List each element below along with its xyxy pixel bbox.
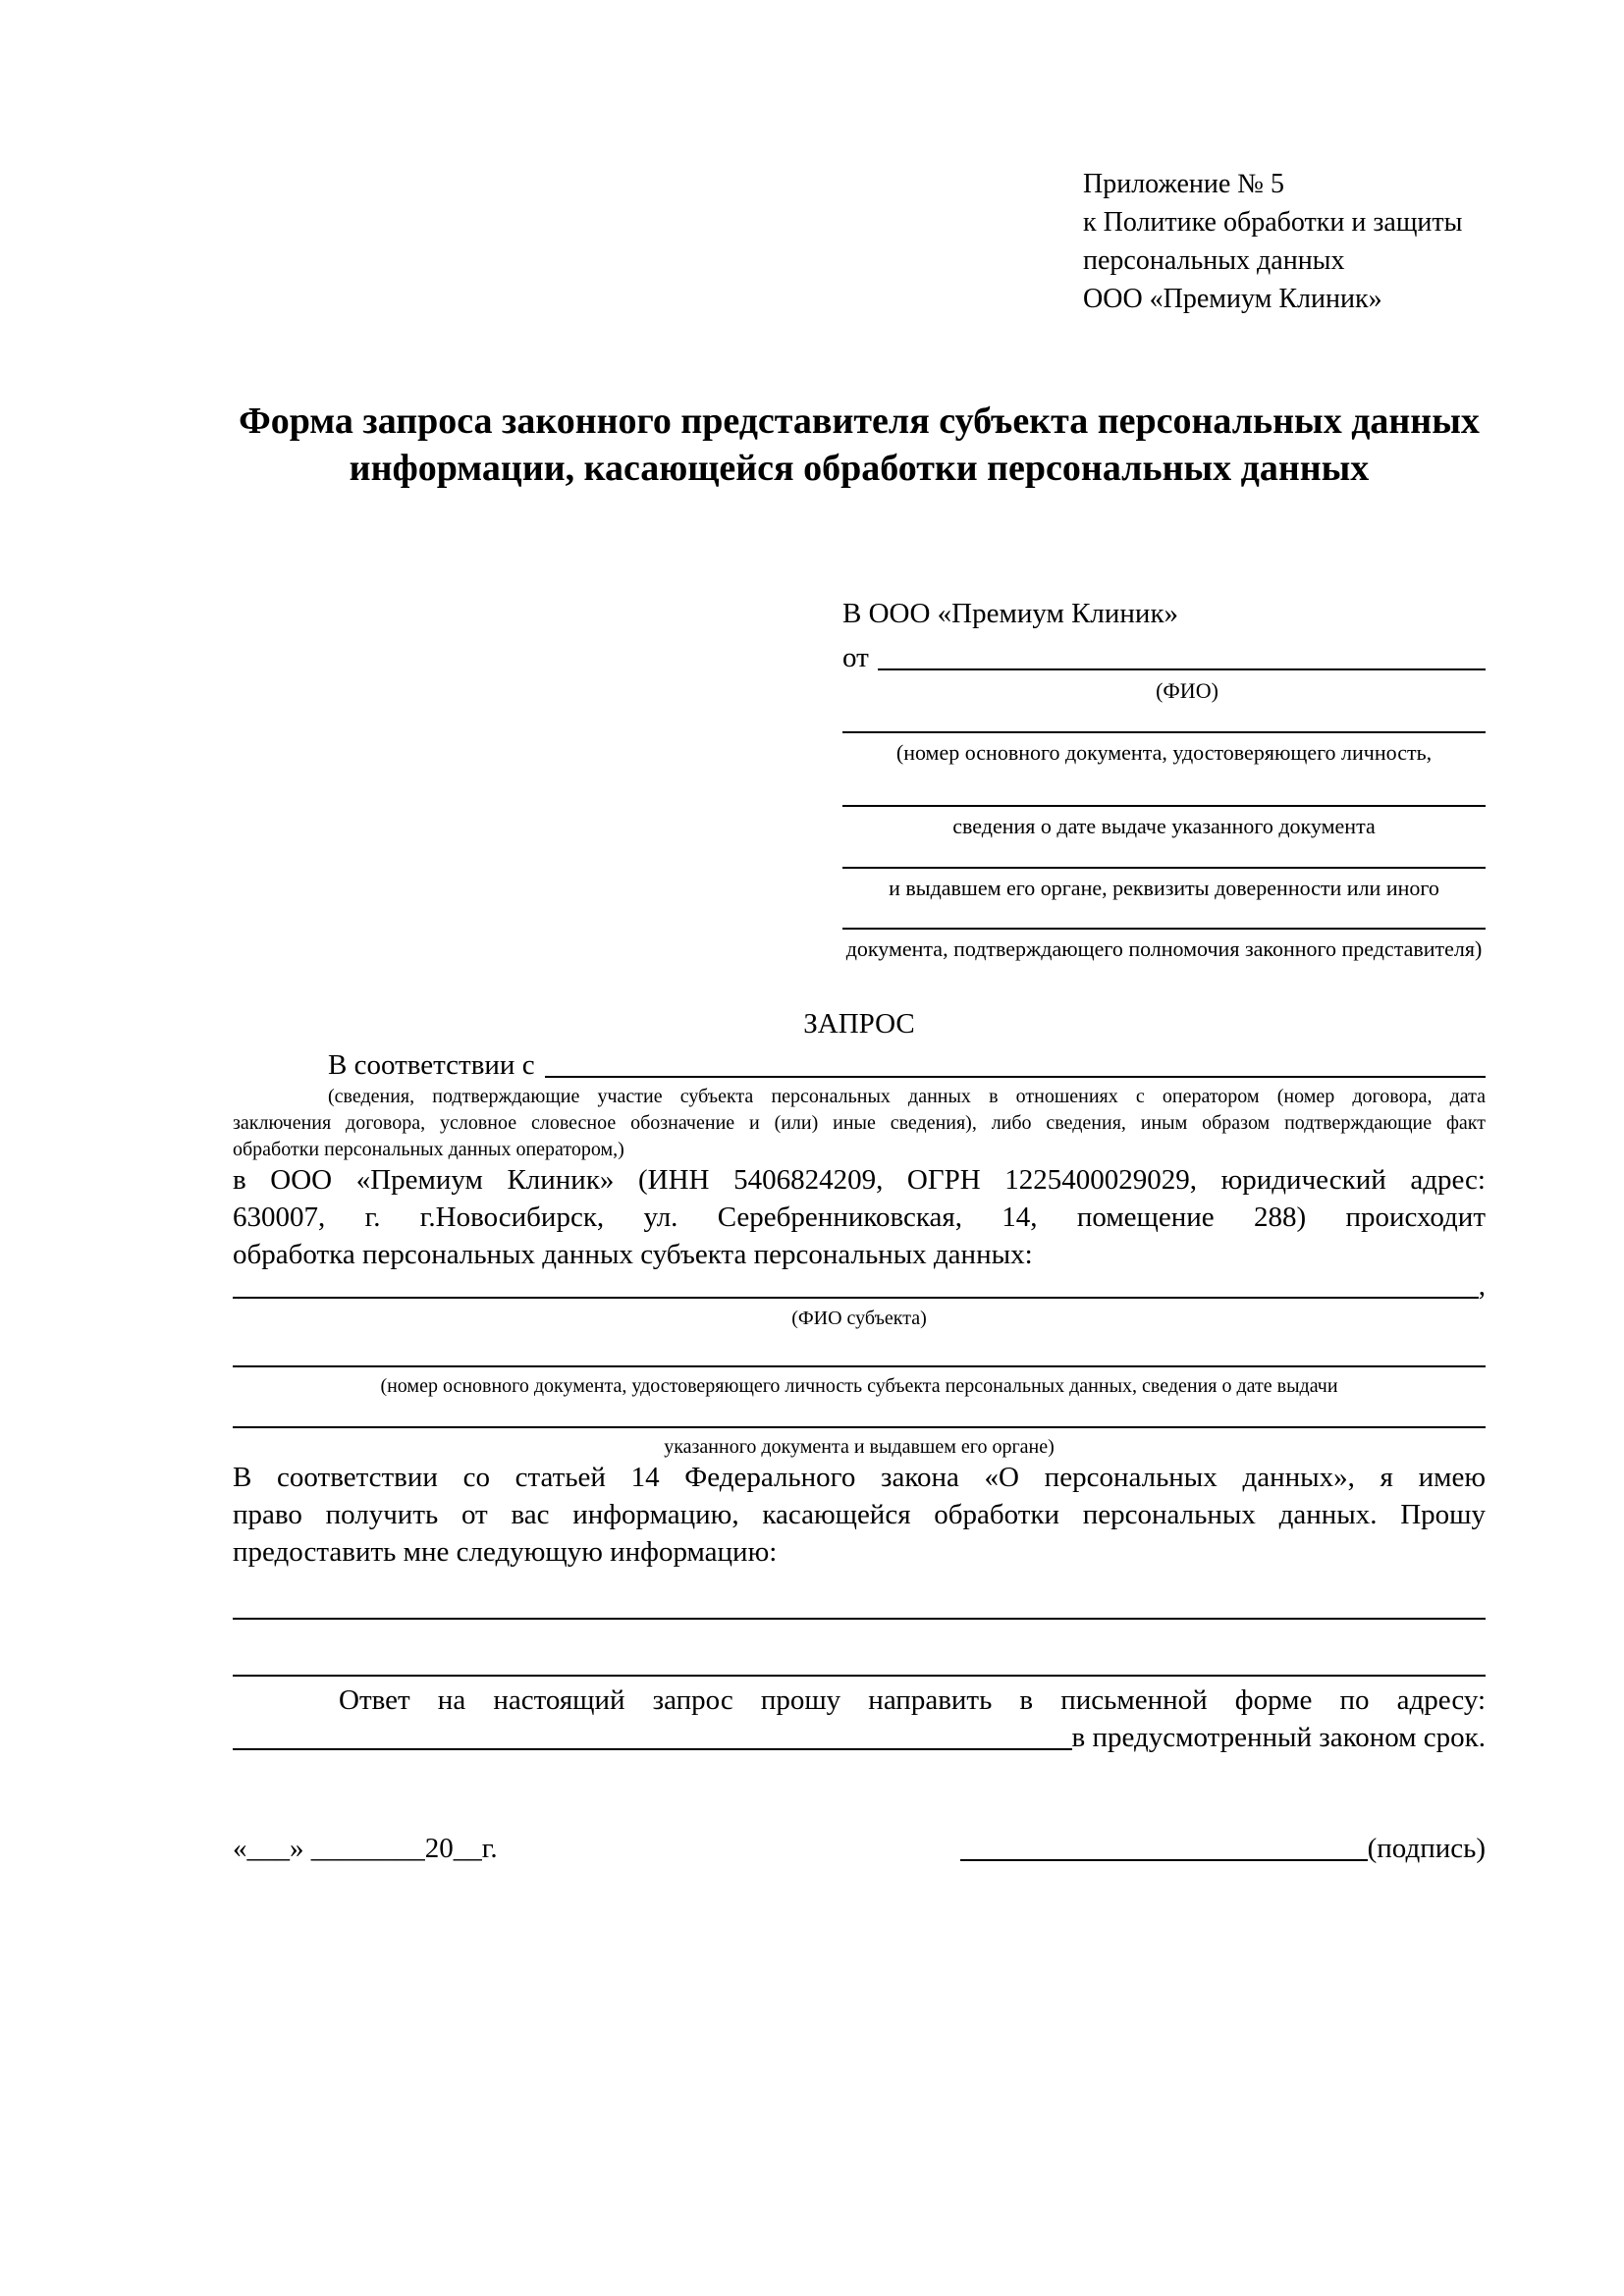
appendix-line: Приложение № 5 bbox=[1083, 169, 1284, 199]
signature-group bbox=[960, 1830, 1486, 1867]
subject-fio-caption: (ФИО субъекта) bbox=[791, 1308, 927, 1329]
blank-line bbox=[233, 1675, 1486, 1677]
answer-suffix: в предусмотренный законом срок. bbox=[1071, 1722, 1486, 1753]
blank-line bbox=[233, 1426, 1486, 1428]
law-paragraph-line: В соответствии со статьей 14 Федерального закона «О персональных данных», я имею bbox=[233, 1462, 1486, 1493]
blank-line bbox=[842, 928, 1486, 930]
subject-doc-caption-1: (номер основного документа, удостоверяющего личность субъекта персональных данных, сведения о дате выдачи bbox=[380, 1375, 1338, 1397]
date-blank: «___» ________20__г. bbox=[233, 1833, 498, 1864]
blank-line bbox=[233, 1365, 1486, 1367]
addressee-block bbox=[842, 589, 1486, 962]
signature-blank-line bbox=[960, 1830, 1368, 1861]
line-caption: и выдавшем его органе, реквизиты доверенности или иного bbox=[889, 876, 1439, 900]
answer-paragraph-line: Ответ на настоящий запрос прошу направить в письменной форме по адресу: bbox=[339, 1684, 1486, 1716]
line-caption: документа, подтверждающего полномочия законного представителя) bbox=[845, 936, 1483, 961]
from-label: от bbox=[842, 642, 869, 673]
appendix-block bbox=[1083, 165, 1462, 318]
answer-address-row bbox=[233, 1719, 1486, 1756]
request-heading: ЗАПРОС bbox=[803, 1008, 915, 1040]
law-paragraph-line: предоставить мне следующую информацию: bbox=[233, 1536, 778, 1568]
blank-line bbox=[842, 731, 1486, 733]
accordance-caption-line: обработки персональных данных оператором,) bbox=[233, 1139, 624, 1160]
law-paragraph bbox=[233, 1459, 1486, 1571]
blank-line bbox=[233, 1618, 1486, 1620]
subject-fio-suffix: , bbox=[1478, 1270, 1486, 1302]
document-title-line1: Форма запроса законного представителя субъекта персональных данных bbox=[239, 400, 1480, 442]
operator-paragraph-line: 630007, г. г.Новосибирск, ул. Серебренниковская, 14, помещение 288) происходит bbox=[233, 1201, 1486, 1233]
accordance-row bbox=[233, 1046, 1486, 1084]
accordance-caption-line: (сведения, подтверждающие участие субъекта персональных данных в отношениях с оператором (номер договора, дата bbox=[328, 1086, 1486, 1107]
blank-line bbox=[842, 805, 1486, 807]
subject-fio-row bbox=[233, 1267, 1486, 1305]
subject-doc-caption-2: указанного документа и выдавшем его органе) bbox=[664, 1436, 1055, 1458]
operator-paragraph bbox=[233, 1161, 1486, 1273]
answer-blank-line bbox=[233, 1719, 1072, 1750]
operator-paragraph-line: обработка персональных данных субъекта персональных данных: bbox=[233, 1239, 1033, 1270]
appendix-line: персональных данных bbox=[1083, 245, 1345, 276]
law-paragraph-line: право получить от вас информацию, касающейся обработки персональных данных. Прошу bbox=[233, 1499, 1486, 1530]
line-caption: сведения о дате выдаче указанного документа bbox=[952, 814, 1376, 838]
signature-caption: (подпись) bbox=[1367, 1833, 1486, 1864]
appendix-line: к Политике обработки и защиты bbox=[1083, 207, 1463, 238]
answer-paragraph bbox=[233, 1682, 1486, 1756]
accordance-caption-line: заключения договора, условное словесное обозначение и (или) иные сведения), либо сведения, иным образом подтверждающие факт bbox=[233, 1112, 1486, 1134]
subject-fio-blank-line bbox=[233, 1267, 1479, 1299]
footer-row bbox=[233, 1830, 1486, 1867]
accordance-blank-line bbox=[545, 1046, 1486, 1078]
document-title bbox=[233, 398, 1486, 492]
accordance-caption bbox=[233, 1084, 1486, 1163]
from-blank-line bbox=[878, 639, 1486, 670]
document-title-line2: информации, касающейся обработки персональных данных bbox=[349, 448, 1370, 489]
from-row bbox=[842, 639, 1486, 676]
fio-caption: (ФИО) bbox=[1156, 678, 1218, 703]
blank-line bbox=[842, 867, 1486, 869]
operator-paragraph-line: в ООО «Премиум Клиник» (ИНН 5406824209, ОГРН 1225400029029, юридический адрес: bbox=[233, 1164, 1486, 1196]
addressee-to: В ООО «Премиум Клиник» bbox=[842, 598, 1179, 629]
line-caption: (номер основного документа, удостоверяющего личность, bbox=[895, 740, 1433, 765]
accordance-label: В соответствии с bbox=[328, 1049, 535, 1081]
appendix-line: ООО «Премиум Клиник» bbox=[1083, 284, 1382, 314]
